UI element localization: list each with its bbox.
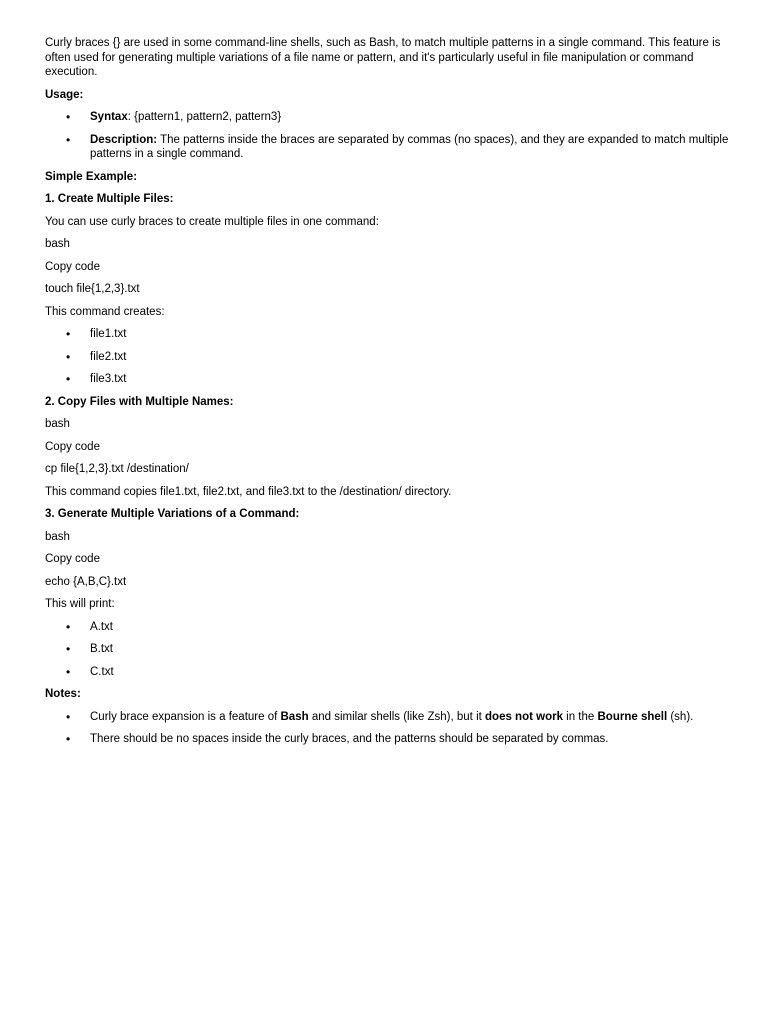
bullet-icon: • — [66, 732, 71, 746]
bullet-icon: • — [66, 110, 71, 124]
list-item: • A.txt — [66, 619, 114, 634]
bullet-icon: • — [66, 349, 71, 364]
example1-heading: 1. Create Multiple Files: — [45, 193, 174, 205]
description-label: Description: — [90, 133, 158, 146]
example3-lang: bash — [45, 530, 70, 543]
usage-description-item — [45, 133, 735, 162]
example1-copy-code: Copy code — [45, 260, 100, 273]
example2-lang: bash — [45, 418, 70, 430]
example3-results — [45, 620, 735, 680]
example1-result-intro: This command creates: — [45, 305, 165, 318]
example3-result-intro: This will print: — [45, 598, 115, 610]
notes-list — [45, 710, 735, 747]
example3-heading: 3. Generate Multiple Variations of a Command: — [45, 508, 300, 520]
bullet-icon: • — [66, 132, 71, 147]
list-item: • file2.txt — [66, 349, 127, 364]
bullet-icon: • — [66, 664, 71, 679]
usage-syntax-item — [45, 110, 735, 125]
list-item: • file1.txt — [66, 327, 127, 341]
example1-code: touch file{1,2,3}.txt — [45, 283, 140, 295]
list-item: • file3.txt — [66, 372, 127, 386]
syntax-text: : {pattern1, pattern2, pattern3} — [127, 111, 282, 123]
usage-heading: Usage: — [45, 88, 84, 101]
bullet-icon: • — [66, 642, 71, 656]
example2-result: This command copies file1.txt, file2.txt, and file3.txt to the /destination/ directory. — [45, 485, 452, 498]
example3-code: echo {A,B,C}.txt — [45, 575, 127, 588]
example1-lang: bash — [45, 238, 70, 250]
note-item: • Curly brace expansion is a feature of Bash and similar shells (like Zsh), but it does not work in the Bourne shell (sh). — [66, 709, 694, 724]
bullet-icon: • — [66, 709, 71, 724]
list-item: • B.txt — [66, 642, 114, 656]
bullet-icon: • — [66, 372, 71, 386]
example1-intro: You can use curly braces to create multiple files in one command: — [45, 215, 379, 228]
usage-list — [45, 110, 735, 162]
example1-results — [45, 327, 735, 387]
example2-copy-code: Copy code — [45, 440, 100, 453]
description-text: The patterns inside the braces are separated by commas (no spaces), and they are expanded to match multiple patterns in a single command. — [90, 133, 729, 160]
list-item: • C.txt — [66, 664, 114, 679]
notes-heading: Notes: — [45, 688, 81, 700]
intro-paragraph: Curly braces {} are used in some command-line shells, such as Bash, to match multiple patterns in a single command. This feature is often used for generating multiple variations of a file name or pattern, and it's particularly useful in file manipulation or command execution. — [45, 37, 721, 78]
document-page — [45, 36, 735, 755]
example3-copy-code: Copy code — [45, 553, 100, 565]
syntax-label: Syntax — [90, 111, 128, 123]
simple-example-heading: Simple Example: — [45, 170, 138, 183]
example2-heading: 2. Copy Files with Multiple Names: — [45, 395, 234, 408]
example2-code: cp file{1,2,3}.txt /destination/ — [45, 463, 189, 475]
note-item: • There should be no spaces inside the curly braces, and the patterns should be separated by commas. — [66, 732, 609, 746]
bullet-icon: • — [66, 327, 71, 341]
bullet-icon: • — [66, 619, 71, 634]
